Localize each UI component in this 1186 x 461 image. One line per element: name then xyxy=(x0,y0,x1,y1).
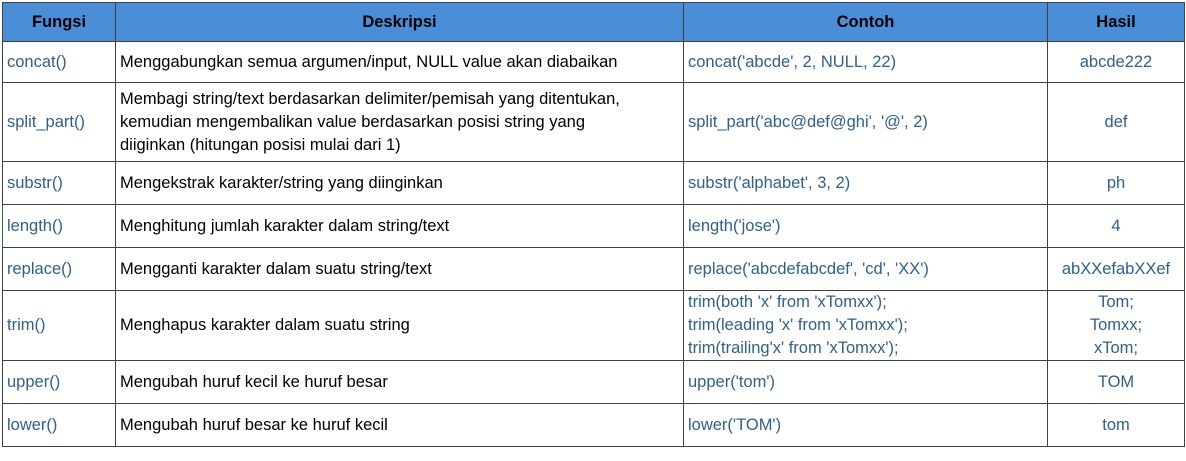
result-line: Tom; xyxy=(1098,293,1134,311)
description-cell[interactable] xyxy=(116,162,684,205)
result-line: xTom; xyxy=(1093,339,1138,357)
example-cell[interactable] xyxy=(684,83,1048,162)
example-line: trim(both 'x' from 'xTomxx'); xyxy=(688,293,887,311)
function-name-cell[interactable]: substr() xyxy=(3,162,116,205)
result-cell[interactable] xyxy=(1048,162,1185,205)
example-cell[interactable] xyxy=(684,248,1048,291)
table-row xyxy=(3,404,1185,447)
header-row xyxy=(3,3,1185,42)
description-cell[interactable] xyxy=(116,248,684,291)
result-cell[interactable] xyxy=(1048,248,1185,291)
header-deskripsi[interactable]: Deskripsi xyxy=(116,3,684,42)
description-line: Mengubah huruf besar ke huruf kecil xyxy=(120,415,388,434)
example-cell[interactable] xyxy=(684,162,1048,205)
example-line: length('jose') xyxy=(688,216,781,235)
result-line: def xyxy=(1104,112,1128,131)
description-cell[interactable] xyxy=(116,404,684,447)
example-cell[interactable] xyxy=(684,205,1048,248)
description-line: diiginkan (hitungan posisi mulai dari 1) xyxy=(120,135,401,154)
table-row xyxy=(3,83,1185,162)
description-cell[interactable] xyxy=(116,361,684,404)
example-line: lower('TOM') xyxy=(688,415,782,434)
table-row xyxy=(3,42,1185,83)
table-row xyxy=(3,361,1185,404)
header-contoh[interactable]: Contoh xyxy=(684,3,1048,42)
description-line: Membagi string/text berdasarkan delimiter/pemisah yang ditentukan, xyxy=(120,89,620,108)
description-line: kemudian mengembalikan value berdasarkan posisi string yang xyxy=(120,112,586,131)
result-cell[interactable] xyxy=(1048,42,1185,83)
example-cell[interactable] xyxy=(684,291,1048,361)
description-line: Menghitung jumlah karakter dalam string/text xyxy=(120,216,450,235)
function-name-cell[interactable]: lower() xyxy=(3,404,116,447)
function-name-cell[interactable]: split_part() xyxy=(3,83,116,162)
function-name-cell[interactable]: length() xyxy=(3,205,116,248)
example-line: concat('abcde', 2, NULL, 22) xyxy=(688,52,897,71)
example-line: upper('tom') xyxy=(688,372,775,391)
result-line: ph xyxy=(1106,173,1126,192)
result-cell[interactable] xyxy=(1048,83,1185,162)
result-line: TOM xyxy=(1097,372,1135,391)
result-line: 4 xyxy=(1111,216,1121,235)
result-cell[interactable] xyxy=(1048,404,1185,447)
function-name-cell[interactable]: replace() xyxy=(3,248,116,291)
example-line: split_part('abc@def@ghi', '@', 2) xyxy=(688,112,928,131)
result-line: Tomxx; xyxy=(1089,316,1143,334)
example-line: replace('abcdefabcdef', 'cd', 'XX') xyxy=(688,259,929,278)
result-line: abcde222 xyxy=(1079,52,1153,71)
table-row xyxy=(3,205,1185,248)
description-line: Mengubah huruf kecil ke huruf besar xyxy=(120,372,388,391)
description-line: Mengganti karakter dalam suatu string/text xyxy=(120,259,432,278)
result-line: tom xyxy=(1102,415,1130,434)
header-hasil[interactable]: Hasil xyxy=(1048,3,1185,42)
result-cell[interactable] xyxy=(1048,205,1185,248)
string-functions-table xyxy=(2,2,1185,447)
description-cell[interactable] xyxy=(116,205,684,248)
result-cell[interactable] xyxy=(1048,291,1185,361)
header-fungsi[interactable]: Fungsi xyxy=(3,3,116,42)
description-cell[interactable] xyxy=(116,42,684,83)
example-cell[interactable] xyxy=(684,404,1048,447)
description-cell[interactable] xyxy=(116,83,684,162)
table-row xyxy=(3,162,1185,205)
function-name-cell[interactable]: concat() xyxy=(3,42,116,83)
table-row xyxy=(3,291,1185,361)
description-line: Menggabungkan semua argumen/input, NULL value akan diabaikan xyxy=(120,52,618,71)
example-line: trim(trailing'x' from 'xTomxx'); xyxy=(688,339,899,357)
description-line: Menghapus karakter dalam suatu string xyxy=(120,316,410,334)
description-line: Mengekstrak karakter/string yang diinginkan xyxy=(120,173,443,192)
example-cell[interactable] xyxy=(684,361,1048,404)
example-cell[interactable] xyxy=(684,42,1048,83)
example-line: substr('alphabet', 3, 2) xyxy=(688,173,851,192)
result-cell[interactable] xyxy=(1048,361,1185,404)
result-line: abXXefabXXef xyxy=(1061,259,1171,278)
table-row xyxy=(3,248,1185,291)
function-name-cell[interactable]: trim() xyxy=(3,291,116,361)
function-name-cell[interactable]: upper() xyxy=(3,361,116,404)
description-cell[interactable] xyxy=(116,291,684,361)
example-line: trim(leading 'x' from 'xTomxx'); xyxy=(688,316,908,334)
